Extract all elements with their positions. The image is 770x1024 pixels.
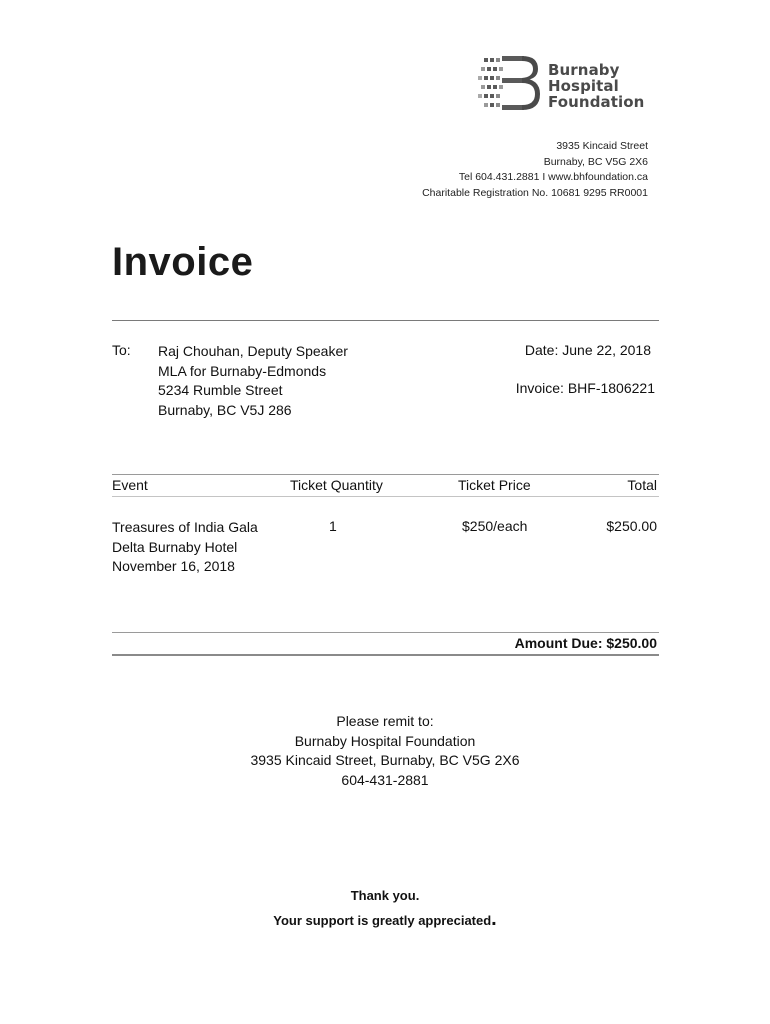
bhf-logo-mark-icon <box>478 52 542 114</box>
thank-you-line: Thank you. <box>350 888 420 903</box>
recipient-label: To: <box>112 342 131 358</box>
remit-line: Burnaby Hospital Foundation <box>294 732 476 749</box>
org-contact: Tel 604.431.2881 I www.bhfoundation.ca <box>458 171 648 183</box>
table-header-top-rule <box>112 474 659 475</box>
closing-message <box>0 883 770 933</box>
table-cell-total: $250.00 <box>606 518 657 534</box>
recipient-line: Raj Chouhan, Deputy Speaker <box>158 343 348 359</box>
recipient-line: MLA for Burnaby-Edmonds <box>158 362 327 379</box>
table-cell-price: $250/each <box>462 518 528 534</box>
event-name: Treasures of India Gala <box>112 519 258 535</box>
remit-line: 3935 Kincaid Street, Burnaby, BC V5G 2X6 <box>250 752 520 768</box>
event-venue: Delta Burnaby Hotel <box>112 538 238 555</box>
recipient-line: 5234 Rumble Street <box>158 382 283 398</box>
logo-line: Hospital <box>548 77 619 95</box>
logo-line: Foundation <box>548 93 645 111</box>
table-row-event <box>112 518 258 577</box>
column-header-price: Ticket Price <box>458 477 531 493</box>
column-header-total: Total <box>627 477 657 493</box>
column-header-event: Event <box>112 477 148 493</box>
logo-wordmark <box>548 62 644 110</box>
invoice-date: Date: June 22, 2018 <box>524 342 651 358</box>
appreciation-line <box>0 908 770 933</box>
amount-due-top-rule <box>112 632 659 633</box>
column-header-quantity: Ticket Quantity <box>290 477 383 493</box>
org-registration: Charitable Registration No. 10681 9295 RR0001 <box>422 186 648 199</box>
remit-instructions <box>0 712 770 790</box>
remit-line: Please remit to: <box>336 713 434 729</box>
recipient-line: Burnaby, BC V5J 286 <box>158 401 292 418</box>
foundation-logo <box>478 52 648 114</box>
recipient-address <box>158 342 348 420</box>
title-divider <box>112 320 659 321</box>
org-city: Burnaby, BC V5G 2X6 <box>543 155 648 168</box>
table-cell-quantity: 1 <box>329 518 337 534</box>
appreciation-text: Your support is greatly appreciated <box>273 913 492 928</box>
event-date: November 16, 2018 <box>112 558 235 574</box>
logo-line: Burnaby <box>548 61 620 79</box>
table-header-bottom-rule <box>112 496 659 497</box>
amount-due: Amount Due: $250.00 <box>514 635 657 651</box>
invoice-number: Invoice: BHF-1806221 <box>515 380 655 396</box>
amount-due-bottom-rule <box>112 654 659 656</box>
page-title: Invoice <box>112 240 254 284</box>
organization-address <box>422 139 648 201</box>
org-street: 3935 Kincaid Street <box>556 140 648 152</box>
appreciation-period: . <box>491 908 497 930</box>
remit-line: 604-431-2881 <box>341 771 429 788</box>
